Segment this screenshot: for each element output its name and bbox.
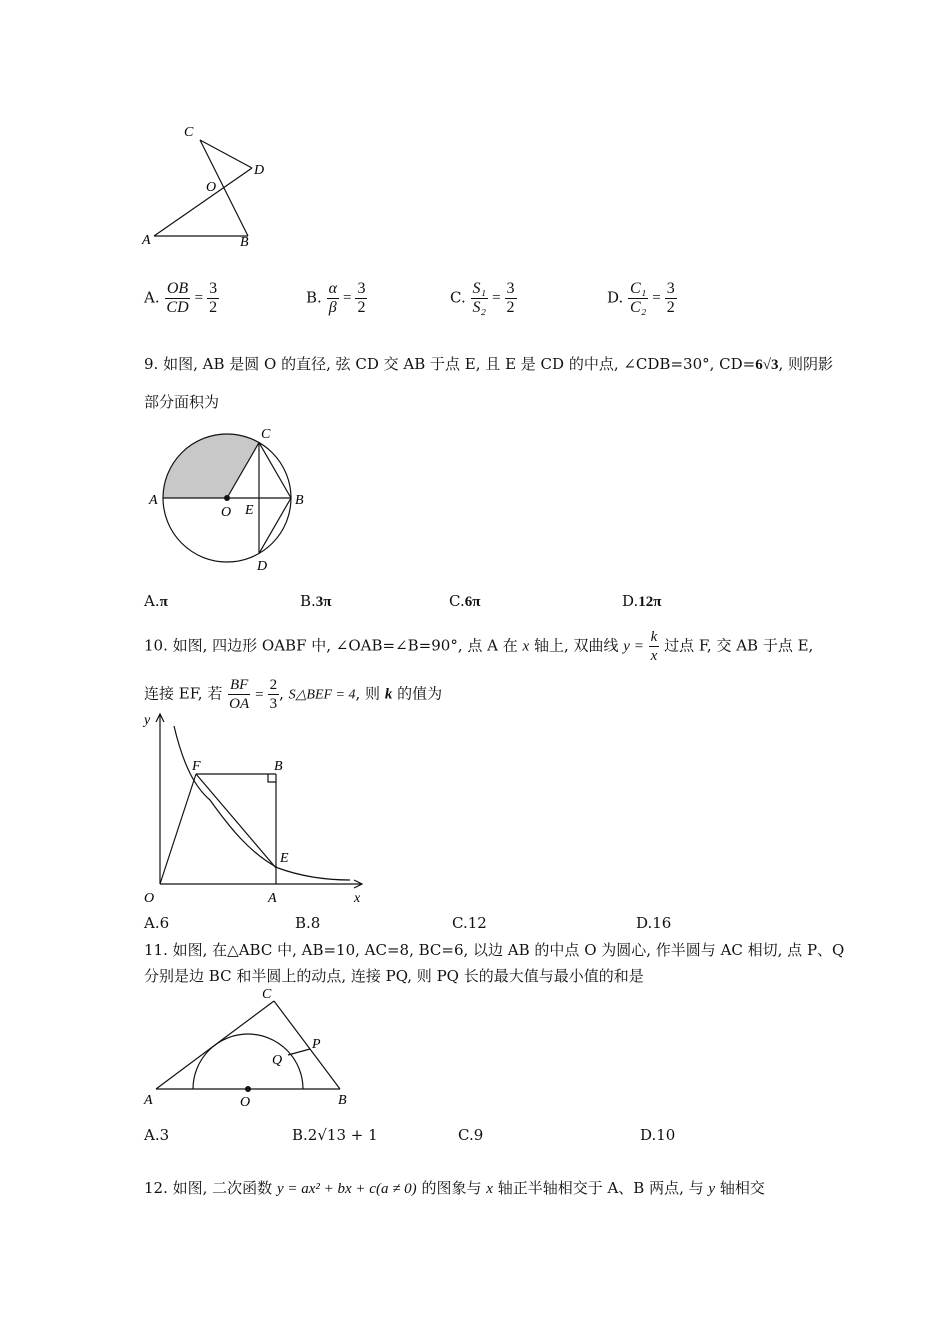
q9-segment-bd <box>259 498 291 553</box>
q9-label-d: D <box>257 559 268 574</box>
q10-text-a: 10. 如图, 四边形 OABF 中, ∠OAB=∠B=90°, 点 A 在 <box>144 636 518 655</box>
q8-segment-da <box>154 168 252 236</box>
q10-question-line2: 连接 EF, 若 $\frac{BF}{OA}$ = $\frac{2}{3}$ , S△BEF = 4, 则 k 的值为 <box>144 677 443 712</box>
q9-option-c[interactable] <box>449 592 480 611</box>
q11-option-a-value: 3 <box>159 1126 170 1144</box>
q11-label-o: O <box>240 1095 251 1110</box>
q11-label-a: A <box>144 1093 153 1108</box>
q12-text-d: 轴相交 <box>719 1179 765 1197</box>
q10-figure <box>140 708 380 908</box>
q10-x-var: x <box>522 638 530 655</box>
q10-label-e: E <box>280 851 289 866</box>
q11-option-c-letter: C. <box>458 1126 474 1144</box>
q8-option-c[interactable]: C. $\frac{\text{S₁}}{\text{S₂}}$ = $\frac{3}{2}$ <box>450 280 515 316</box>
q8-option-c-letter: C. <box>450 288 466 307</box>
q11-label-b: B <box>338 1093 347 1108</box>
q11-option-a-letter: A. <box>144 1126 160 1144</box>
q12-text-a: 12. 如图, 二次函数 <box>144 1179 273 1197</box>
q10-option-b-value: 8 <box>310 914 321 932</box>
q10-option-d-value: 16 <box>652 914 672 932</box>
q11-segment-pq <box>288 1049 310 1055</box>
q10-segment-of <box>160 774 196 884</box>
q8-option-d-rhs: $\frac{3}{2}$ <box>666 280 675 316</box>
q10-k-over-x: $\frac{k}{x}$ <box>650 629 658 664</box>
q10-label-x: x <box>354 891 361 906</box>
q10-y-eq: y = <box>623 638 644 655</box>
q10-text-c: 过点 F, 交 AB 于点 E, <box>664 636 814 655</box>
q10-option-a[interactable] <box>144 914 169 932</box>
q8-option-d[interactable]: D. $\frac{\text{C₁}}{\text{C₂}}$ = $\frac{3}{2}$ <box>607 280 675 316</box>
q9-label-o: O <box>221 505 232 520</box>
q10-hyperbola <box>174 726 350 880</box>
q9-figure <box>145 420 320 580</box>
q8-option-b-letter: B. <box>306 288 322 307</box>
q10-label-o: O <box>144 891 155 906</box>
q11-option-d-letter: D. <box>640 1126 657 1144</box>
q11-option-d[interactable] <box>640 1126 675 1144</box>
q9-option-b-letter: B. <box>300 592 316 610</box>
q11-option-c[interactable] <box>458 1126 483 1144</box>
q9-center-dot <box>224 495 230 501</box>
q10-option-a-value: 6 <box>159 914 170 932</box>
q10-question-line1 <box>144 628 813 665</box>
q10-label-a: A <box>268 891 277 906</box>
q12-y-var: y <box>708 1181 716 1197</box>
q9-shaded-region <box>163 434 259 498</box>
q9-option-a-value: π <box>159 594 168 610</box>
q11-label-p: P <box>312 1037 321 1052</box>
q9-option-a[interactable] <box>144 592 168 611</box>
q10-right-angle-mark <box>268 774 276 782</box>
q10-text-b: 轴上, 双曲线 <box>533 636 619 655</box>
q11-option-b-letter: B. <box>292 1126 308 1144</box>
q10-option-d-letter: D. <box>636 914 653 932</box>
q12-x-var: x <box>486 1181 493 1197</box>
q10-option-c-letter: C. <box>452 914 468 932</box>
q9-label-a: A <box>149 493 158 508</box>
q10-ratio-lhs: $\frac{BF}{OA}$ <box>229 677 250 712</box>
q11-question-line1: 11. 如图, 在△ABC 中, AB=10, AC=8, BC=6, 以边 AB 的中点 O 为圆心, 作半圆与 AC 相切, 点 P、Q <box>144 941 845 959</box>
q11-option-d-value: 10 <box>656 1126 676 1144</box>
q10-text-d: 连接 EF, 若 <box>144 684 223 703</box>
q10-segment-fe <box>196 774 276 868</box>
q11-label-q: Q <box>272 1053 283 1068</box>
q9-option-d[interactable] <box>622 592 661 611</box>
q11-figure <box>140 984 360 1114</box>
q9-option-d-letter: D. <box>622 592 639 610</box>
q10-text-f: 的值为 <box>397 684 443 703</box>
q9-option-c-letter: C. <box>449 592 465 610</box>
q10-option-b[interactable] <box>295 914 320 932</box>
q9-label-b: B <box>295 493 304 508</box>
q8-label-a: A <box>142 233 151 248</box>
q8-label-b: B <box>240 235 249 250</box>
q10-label-y: y <box>144 713 151 728</box>
q12-text-c: 轴正半轴相交于 A、B 两点, 与 <box>497 1179 704 1197</box>
q11-option-c-value: 9 <box>473 1126 484 1144</box>
q12-question-line1 <box>144 1178 765 1199</box>
q10-option-d[interactable] <box>636 914 671 932</box>
q9-option-b[interactable] <box>300 592 332 611</box>
q8-option-b[interactable]: B. $\frac{\alpha}{\beta}$ = $\frac{3}{2}$ <box>306 280 366 316</box>
q8-option-c-rhs: $\frac{3}{2}$ <box>506 280 515 316</box>
q8-option-b-rhs: $\frac{3}{2}$ <box>357 280 366 316</box>
q9-cd-value: 6√3 <box>755 357 779 373</box>
q10-ratio-rhs: $\frac{2}{3}$ <box>269 677 278 712</box>
q8-label-d: D <box>254 163 265 178</box>
q8-option-b-lhs: $\frac{\alpha}{\beta}$ <box>328 280 337 316</box>
q9-text-a: 9. 如图, AB 是圆 O 的直径, 弦 CD 交 AB 于点 E, 且 E 是 CD 的中点, ∠CDB=30°, CD= <box>144 355 756 373</box>
q12-function: y = ax² + bx + c(a ≠ 0) <box>276 1181 417 1197</box>
q9-option-a-letter: A. <box>144 592 160 610</box>
q8-label-o: O <box>206 180 217 195</box>
q10-option-b-letter: B. <box>295 914 311 932</box>
q11-option-b[interactable] <box>292 1126 378 1144</box>
q10-label-f: F <box>192 759 201 774</box>
q11-semicircle <box>193 1034 303 1089</box>
q8-option-d-letter: D. <box>607 288 624 307</box>
q8-option-a-lhs: $\frac{OB}{CD}$ <box>166 280 189 316</box>
q8-option-a-letter: A. <box>144 288 160 307</box>
q9-text-b: , 则阴影 <box>778 355 833 373</box>
q8-label-c: C <box>184 125 194 140</box>
q9-option-b-value: 3π <box>315 594 332 610</box>
q10-text-e: , 则 <box>355 684 381 703</box>
q8-segment-cd <box>200 140 252 168</box>
q10-option-c[interactable] <box>452 914 487 932</box>
q10-option-c-value: 12 <box>467 914 487 932</box>
q11-option-a[interactable] <box>144 1126 169 1144</box>
q8-option-c-lhs: $\frac{\text{S₁}}{\text{S₂}}$ <box>472 280 487 316</box>
q11-option-b-value: 2√13 + 1 <box>307 1126 378 1144</box>
q12-text-b: 的图象与 <box>421 1179 482 1197</box>
q10-label-b: B <box>274 759 283 774</box>
q9-option-d-value: 12π <box>638 594 662 610</box>
q9-question-line2: 部分面积为 <box>144 393 220 411</box>
q8-option-d-lhs: $\frac{\text{C₁}}{\text{C₂}}$ <box>630 280 647 316</box>
q8-option-a[interactable]: A. $\frac{OB}{CD}$ = $\frac{3}{2}$ <box>144 280 218 316</box>
q10-option-a-letter: A. <box>144 914 160 932</box>
q11-label-c: C <box>262 987 272 1002</box>
q10-area-expr: S△BEF = 4 <box>288 687 356 703</box>
q9-segment-cb <box>259 443 291 498</box>
q8-option-a-rhs: $\frac{3}{2}$ <box>209 280 218 316</box>
q9-question-line1 <box>144 354 833 375</box>
q9-option-c-value: 6π <box>464 594 481 610</box>
q11-center-dot <box>245 1086 251 1092</box>
q11-question-line2: 分别是边 BC 和半圆上的动点, 连接 PQ, 则 PQ 长的最大值与最小值的和是 <box>144 967 644 985</box>
q9-label-c: C <box>261 427 271 442</box>
q9-label-e: E <box>245 503 254 518</box>
q10-k-var: k <box>384 686 393 703</box>
q11-side-cb <box>274 1001 340 1089</box>
q8-figure <box>140 118 280 253</box>
